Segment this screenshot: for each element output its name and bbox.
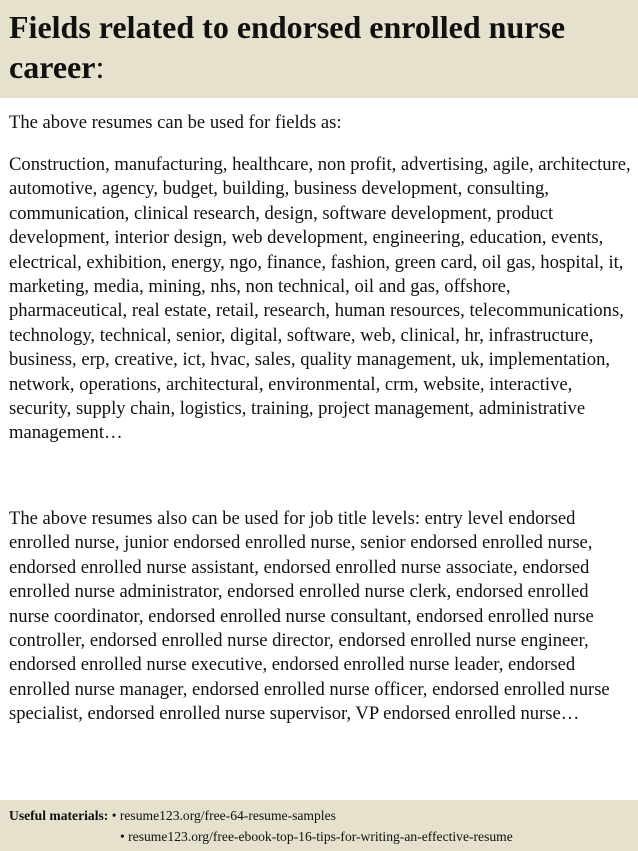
- page-title-text: Fields related to endorsed enrolled nurse career: [9, 9, 566, 85]
- footer-row-2: [120, 826, 513, 847]
- resource-link-ebook[interactable]: • resume123.org/free-ebook-top-16-tips-for-writing-an-effective-resume: [120, 829, 513, 844]
- job-levels-paragraph: The above resumes also can be used for job title levels: entry level endorsed enrolled nurse, junior endorsed enrolled nurse, senior endorsed enrolled nurse, endorsed enrolled nurse assistant, endorsed enrolled nurse associate, endorsed enrolled nurse administrator, endorsed enrolled nurse clerk, endorsed enrolled nurse coordinator, endorsed enrolled nurse consultant, endorsed enrolled nurse controller, endorsed enrolled nurse director, endorsed enrolled nurse engineer, endorsed enrolled nurse executive, endorsed enrolled nurse leader, endorsed enrolled nurse manager, endorsed enrolled nurse officer, endorsed enrolled nurse specialist, endorsed enrolled nurse supervisor, VP endorsed enrolled nurse…: [9, 508, 610, 725]
- page-title-colon: :: [95, 49, 105, 85]
- footer-banner: [0, 800, 638, 851]
- footer-row-1: [9, 805, 336, 826]
- resource-link-samples[interactable]: • resume123.org/free-64-resume-samples: [111, 808, 336, 823]
- intro-paragraph: The above resumes can be used for fields as:: [9, 112, 342, 133]
- fields-paragraph: Construction, manufacturing, healthcare, non profit, advertising, agile, architecture, automotive, agency, budget, building, business development, consulting, communication, clinical research, design, software development, product development, interior design, web development, engineering, education, events, electrical, exhibition, energy, ngo, finance, fashion, green card, oil gas, hospital, it, marketing, media, mining, nhs, non technical, oil and gas, offshore, pharmaceutical, real estate, retail, research, human resources, telecommunications, technology, technical, senior, digital, software, web, clinical, hr, infrastructure, business, erp, creative, ict, hvac, sales, quality management, uk, implementation, network, operations, architectural, environmental, crm, website, interactive, security, supply chain, logistics, training, project management, administrative management…: [9, 154, 631, 444]
- header-banner: [0, 0, 638, 98]
- useful-materials-separator: :: [103, 808, 112, 823]
- page-title: [9, 7, 629, 87]
- useful-materials-label: Useful materials: [9, 808, 104, 823]
